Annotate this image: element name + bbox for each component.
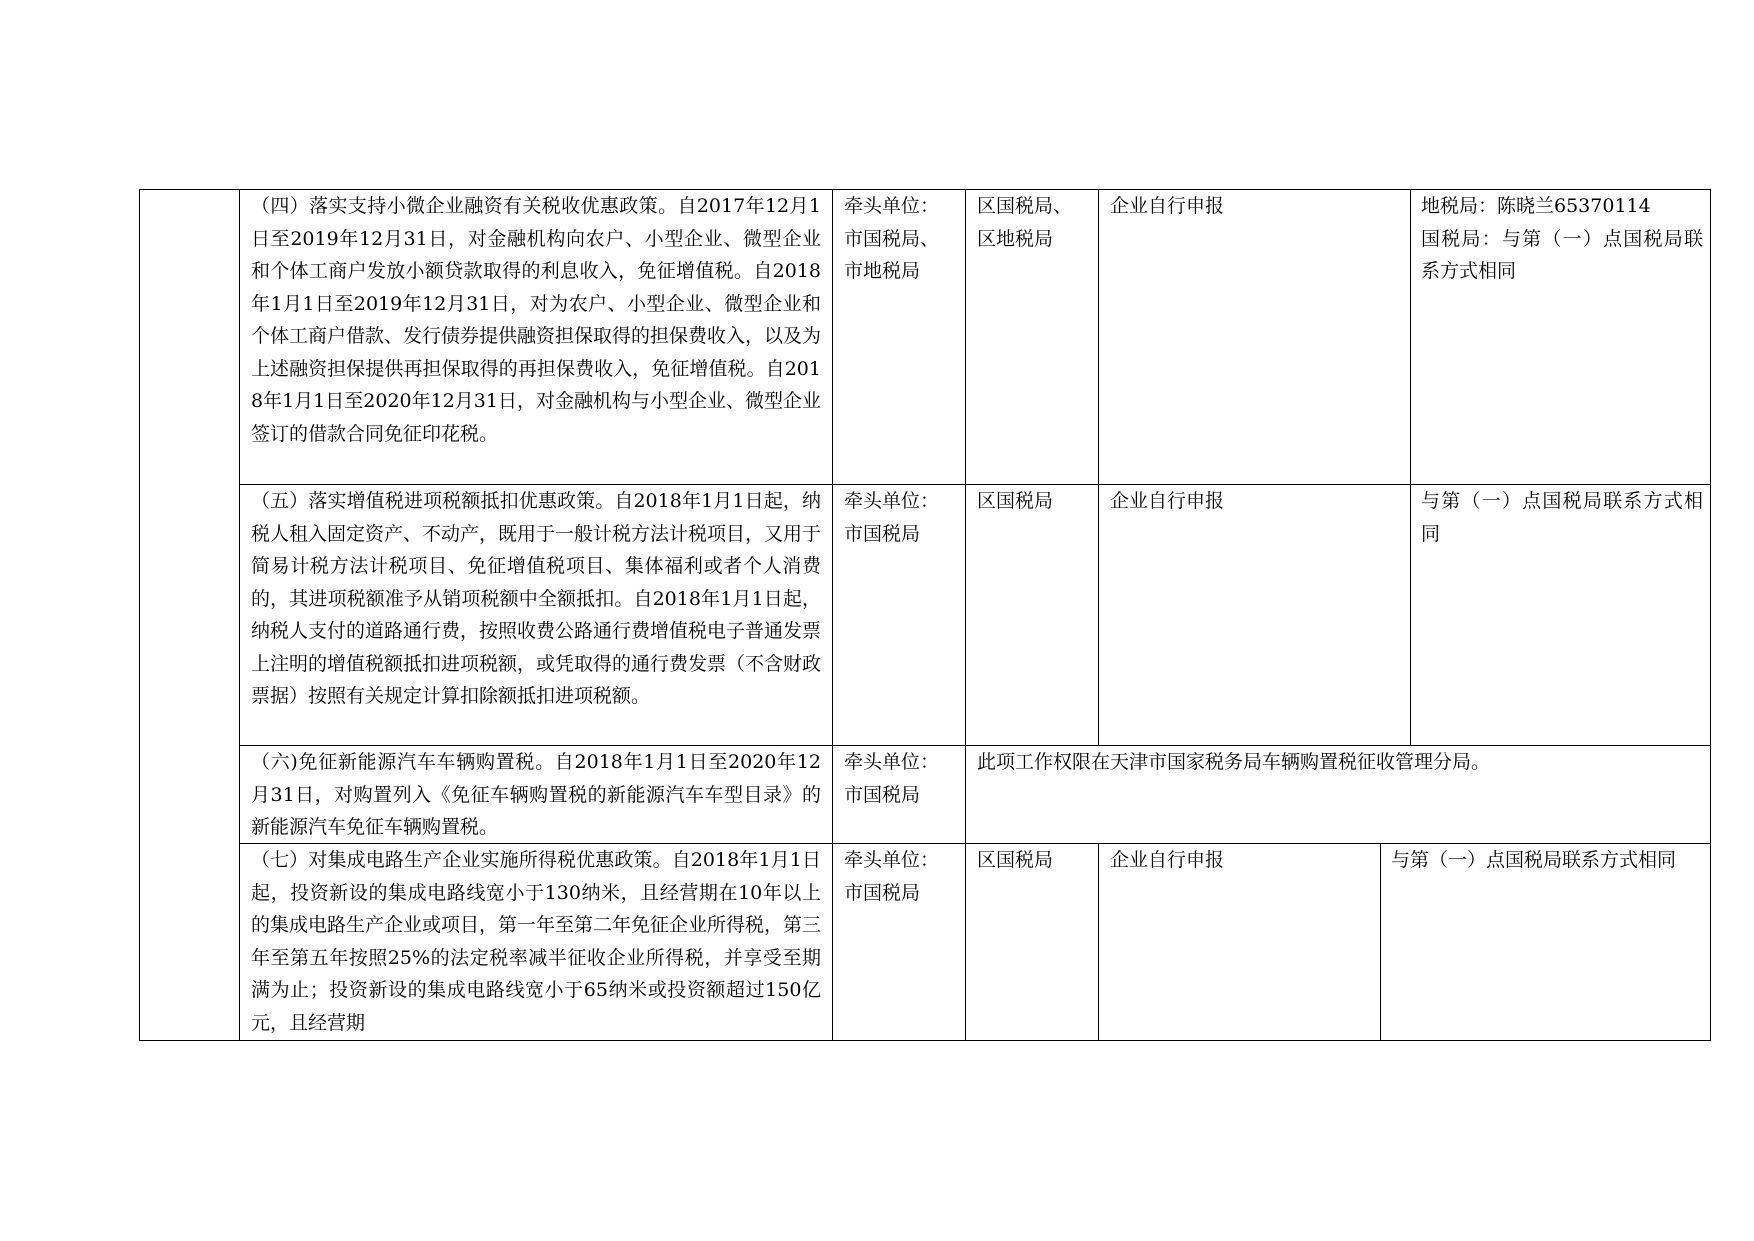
lead-unit-line: 市国税局、 (844, 227, 940, 250)
col-divider-contact-r1 (1410, 189, 1411, 745)
table-bottom-border (139, 1040, 1711, 1041)
col-divider-responsible (965, 189, 966, 1041)
policy-cell-6: （六)免征新能源汽车车辆购置税。自2018年1月1日至2020年12月31日，对购置列入《免征车辆购置税的新能源汽车车型目录》的新能源汽车免征车辆购置税。 (251, 751, 821, 838)
policy-cell-5: （五）落实增值税进项税额抵扣优惠政策。自2018年1月1日起，纳税人租入固定资产、不动产，既用于一般计税方法计税项目，又用于简易计税方法计税项目、免征增值税项目、集体福利或者个人消费的，其进项税额准予从销项税额中全额抵扣。自2018年1月1日起，纳税人支付的道路通行费，按照收费公路通行费增值税电子普通发票上注明的增值税额抵扣进项税额，或凭取得的通行费发票（不含财政票据）按照有关规定计算扣除额抵扣进项税额。 (251, 490, 821, 707)
lead-unit-line: 市国税局 (844, 881, 921, 904)
responsible-line: 区国税局、 (977, 195, 1073, 217)
contact-cell-7 (1391, 844, 1703, 1040)
col-divider-method-r1 (1098, 189, 1099, 745)
lead-unit-line: 市地税局 (844, 260, 921, 282)
policy-cell-4: （四）落实支持小微企业融资有关税收优惠政策。自2017年12月1日至2019年12月31日，对金融机构向农户、小型企业、微型企业和个体工商户发放小额贷款取得的利息收入，免征增值税。自2018年1月1日至2019年12月31日，对为农户、小型企业、微型企业和个体工商户借款、发行债券提供融资担保取得的担保费收入，以及为上述融资担保提供再担保取得的再担保费收入，免征增值税。自2018年1月1日至2020年12月31日，对金融机构与小型企业、微型企业签订的借款合同免征印花税。 (251, 195, 821, 445)
policy-cell-7: （七）对集成电路生产企业实施所得税优惠政策。自2018年1月1日起，投资新设的集成电路线宽小于130纳米，且经营期在10年以上的集成电路生产企业或项目，第一年至第二年免征企业所得税，第三年至第五年按照25%的法定税率减半征收企业所得税，并享受至期满为止；投资新设的集成电路线宽小于65纳米或投资额超过150亿元，且经营期 (251, 849, 821, 1034)
lead-unit-label: 牵头单位： (844, 195, 940, 217)
table-left-border (139, 189, 140, 1041)
responsible-line: 区国税局 (977, 490, 1054, 512)
lead-unit-cell-6 (844, 746, 964, 843)
contact-line: 国税局：与第（一）点国税局联系方式相同 (1421, 227, 1703, 282)
note-cell-6: 此项工作权限在天津市国家税务局车辆购置税征收管理分局。 (977, 751, 1491, 773)
table-right-border (1710, 189, 1711, 1041)
method-cell-7: 企业自行申报 (1110, 849, 1225, 871)
lead-unit-cell-4 (844, 190, 964, 484)
lead-unit-line: 市国税局 (844, 522, 921, 545)
responsible-cell-4 (977, 190, 1097, 484)
contact-line: 地税局：陈晓兰65370114 (1421, 195, 1651, 217)
lead-unit-cell-7 (844, 844, 964, 1040)
contact-cell-5 (1421, 485, 1703, 745)
contact-line: 与第（一）点国税局联系方式相同 (1391, 849, 1677, 871)
contact-cell-4 (1421, 190, 1703, 484)
col-divider-method-r4 (1098, 843, 1099, 1041)
responsible-line: 区地税局 (977, 227, 1054, 250)
responsible-line: 区国税局 (977, 849, 1054, 871)
method-cell-5: 企业自行申报 (1110, 490, 1225, 512)
col-divider-contact-r4 (1380, 843, 1381, 1041)
lead-unit-label: 牵头单位： (844, 490, 940, 512)
method-cell-4: 企业自行申报 (1110, 195, 1225, 217)
lead-unit-line: 市国税局 (844, 783, 921, 806)
col-divider-lead (832, 189, 833, 1041)
responsible-cell-7 (977, 844, 1097, 1040)
lead-unit-label: 牵头单位： (844, 751, 940, 773)
lead-unit-cell-5 (844, 485, 964, 745)
col-divider-policy (239, 189, 240, 1041)
responsible-cell-5 (977, 485, 1097, 745)
lead-unit-label: 牵头单位： (844, 849, 940, 871)
contact-line: 与第（一）点国税局联系方式相同 (1421, 490, 1703, 545)
